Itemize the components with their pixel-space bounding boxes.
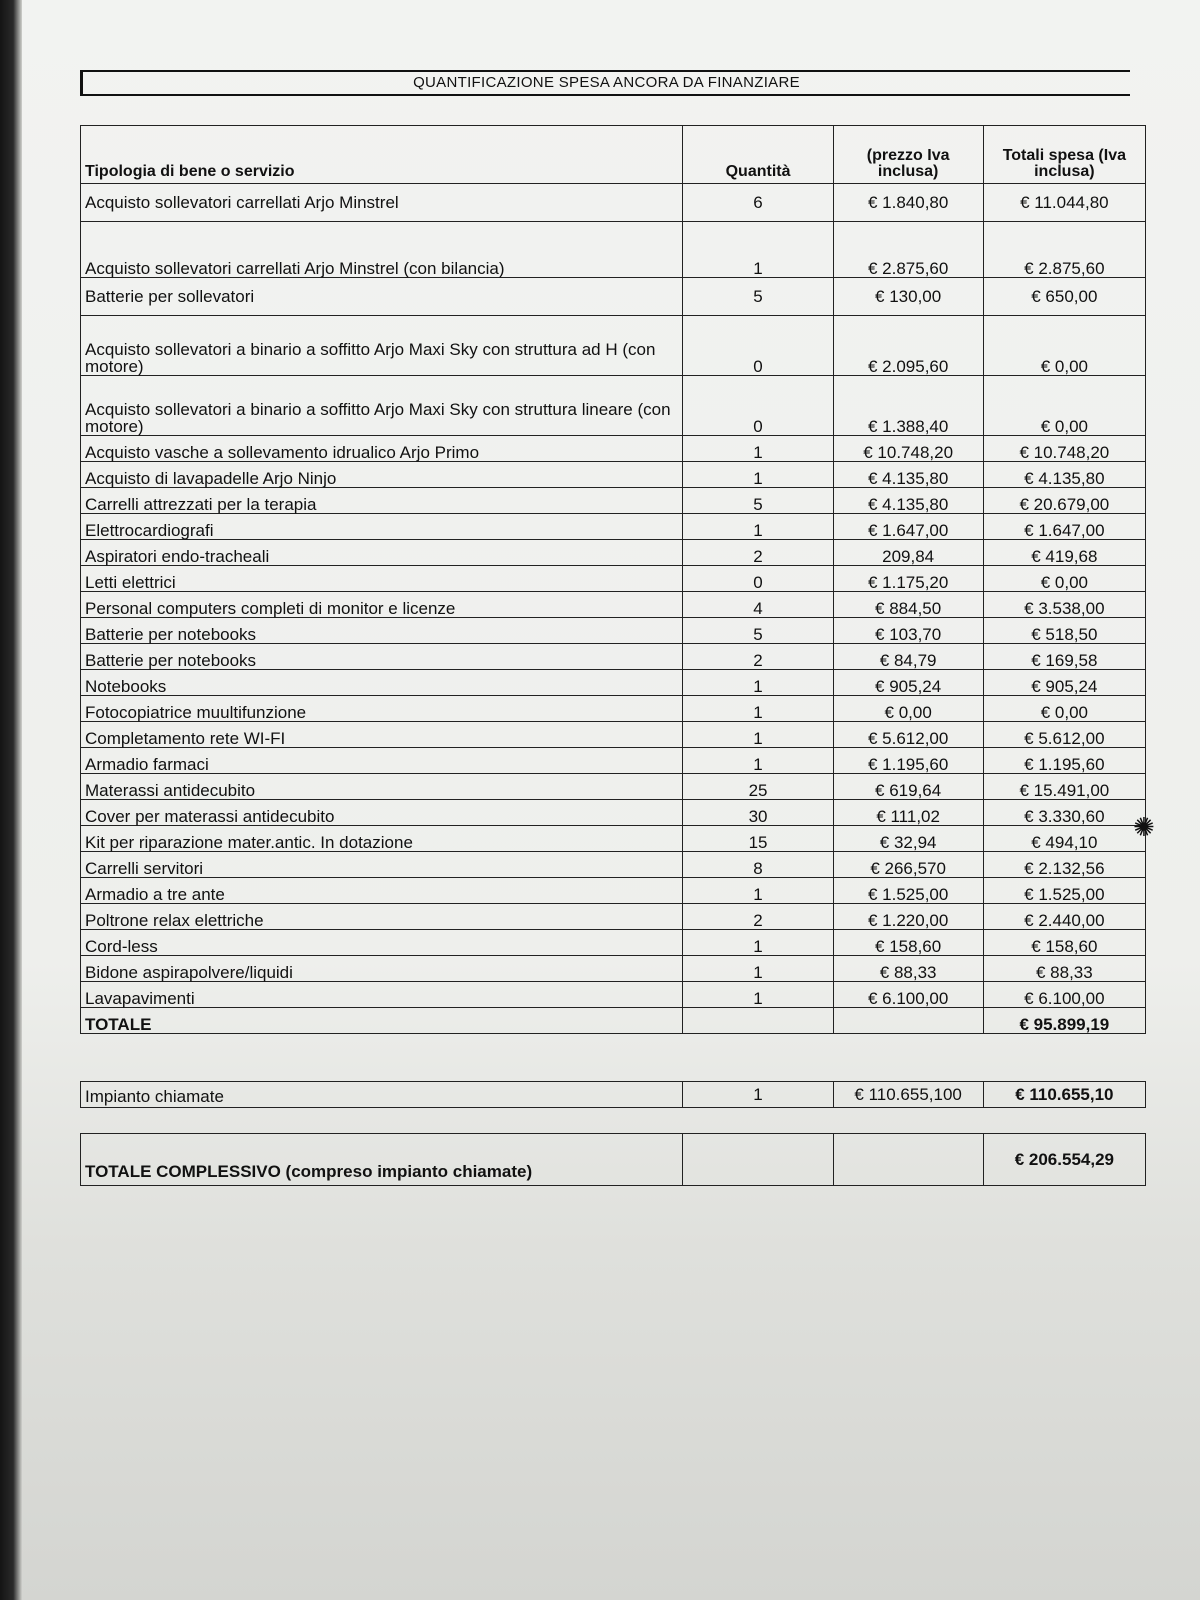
row-description: Batterie per sollevatori xyxy=(81,278,683,316)
table-row xyxy=(81,696,1146,722)
row-unit-price: € 1.525,00 xyxy=(833,878,983,904)
row-quantity: 1 xyxy=(683,722,833,748)
total-qty-empty xyxy=(683,1008,833,1034)
row-unit-price: € 1.175,20 xyxy=(833,566,983,592)
row-quantity: 25 xyxy=(683,774,833,800)
table-row xyxy=(81,462,1146,488)
row-unit-price: € 5.612,00 xyxy=(833,722,983,748)
table-row xyxy=(81,852,1146,878)
row-total: € 3.538,00 xyxy=(983,592,1145,618)
row-unit-price: € 4.135,80 xyxy=(833,462,983,488)
table-row xyxy=(81,592,1146,618)
row-unit-price: € 266,570 xyxy=(833,852,983,878)
total-label: TOTALE xyxy=(81,1008,683,1034)
row-quantity: 2 xyxy=(683,644,833,670)
table-row xyxy=(81,878,1146,904)
row-unit-price: € 1.388,40 xyxy=(833,376,983,436)
row-quantity: 1 xyxy=(683,696,833,722)
row-total: € 419,68 xyxy=(983,540,1145,566)
grand-total-qty-empty xyxy=(683,1134,833,1186)
row-unit-price: € 84,79 xyxy=(833,644,983,670)
row-quantity: 1 xyxy=(683,748,833,774)
row-unit-price: € 1.195,60 xyxy=(833,748,983,774)
row-quantity: 0 xyxy=(683,566,833,592)
table-row xyxy=(81,774,1146,800)
row-total: € 15.491,00 xyxy=(983,774,1145,800)
row-total: € 0,00 xyxy=(983,316,1145,376)
header-total: Totali spesa (Iva inclusa) xyxy=(983,126,1145,184)
row-total: € 4.135,80 xyxy=(983,462,1145,488)
row-unit-price: € 2.095,60 xyxy=(833,316,983,376)
table-row xyxy=(81,982,1146,1008)
row-unit-price: € 0,00 xyxy=(833,696,983,722)
row-quantity: 5 xyxy=(683,278,833,316)
row-unit-price: € 884,50 xyxy=(833,592,983,618)
row-quantity: 5 xyxy=(683,488,833,514)
table-row xyxy=(81,376,1146,436)
total-value: € 95.899,19 xyxy=(983,1008,1145,1034)
row-description: Carrelli attrezzati per la terapia xyxy=(81,488,683,514)
row-description: Batterie per notebooks xyxy=(81,618,683,644)
row-total: € 2.440,00 xyxy=(983,904,1145,930)
total-row xyxy=(81,1008,1146,1034)
table-row xyxy=(81,956,1146,982)
row-description: Carrelli servitori xyxy=(81,852,683,878)
row-quantity: 6 xyxy=(683,184,833,222)
ink-blot-mark: ✺ xyxy=(1133,812,1155,842)
table-row xyxy=(81,488,1146,514)
grand-total-value: € 206.554,29 xyxy=(983,1134,1145,1186)
table-row xyxy=(81,514,1146,540)
row-total: € 158,60 xyxy=(983,930,1145,956)
table-body xyxy=(81,184,1146,1008)
header-description: Tipologia di bene o servizio xyxy=(81,126,683,184)
row-quantity: 1 xyxy=(683,956,833,982)
cost-table xyxy=(80,125,1146,1034)
row-quantity: 0 xyxy=(683,316,833,376)
row-total: € 1.647,00 xyxy=(983,514,1145,540)
call-system-price: € 110.655,100 xyxy=(833,1082,983,1108)
row-description: Aspiratori endo-tracheali xyxy=(81,540,683,566)
row-description: Personal computers completi di monitor e licenze xyxy=(81,592,683,618)
row-unit-price: 209,84 xyxy=(833,540,983,566)
row-quantity: 1 xyxy=(683,436,833,462)
row-unit-price: € 103,70 xyxy=(833,618,983,644)
row-unit-price: € 130,00 xyxy=(833,278,983,316)
grand-total-row xyxy=(81,1134,1146,1186)
row-unit-price: € 32,94 xyxy=(833,826,983,852)
total-price-empty xyxy=(833,1008,983,1034)
table-row xyxy=(81,278,1146,316)
row-total: € 905,24 xyxy=(983,670,1145,696)
row-total: € 10.748,20 xyxy=(983,436,1145,462)
row-description: Fotocopiatrice muultifunzione xyxy=(81,696,683,722)
row-quantity: 1 xyxy=(683,930,833,956)
row-description: Completamento rete WI-FI xyxy=(81,722,683,748)
call-system-row xyxy=(81,1082,1146,1108)
row-total: € 5.612,00 xyxy=(983,722,1145,748)
row-total: € 20.679,00 xyxy=(983,488,1145,514)
call-system-qty: 1 xyxy=(683,1082,833,1108)
row-quantity: 1 xyxy=(683,670,833,696)
photo-left-edge xyxy=(0,0,22,1600)
row-description: Acquisto sollevatori a binario a soffitto Arjo Maxi Sky con struttura lineare (con motore) xyxy=(81,376,683,436)
row-quantity: 1 xyxy=(683,878,833,904)
row-quantity: 5 xyxy=(683,618,833,644)
row-unit-price: € 6.100,00 xyxy=(833,982,983,1008)
row-description: Letti elettrici xyxy=(81,566,683,592)
grand-total-price-empty xyxy=(833,1134,983,1186)
row-description: Acquisto di lavapadelle Arjo Ninjo xyxy=(81,462,683,488)
row-quantity: 2 xyxy=(683,904,833,930)
row-total: € 1.525,00 xyxy=(983,878,1145,904)
row-description: Cord-less xyxy=(81,930,683,956)
header-unit-price: (prezzo Iva inclusa) xyxy=(833,126,983,184)
table-row xyxy=(81,184,1146,222)
row-total: € 0,00 xyxy=(983,376,1145,436)
row-total: € 0,00 xyxy=(983,566,1145,592)
row-total: € 0,00 xyxy=(983,696,1145,722)
row-quantity: 15 xyxy=(683,826,833,852)
row-quantity: 1 xyxy=(683,982,833,1008)
table-row xyxy=(81,748,1146,774)
call-system-total: € 110.655,10 xyxy=(983,1082,1145,1108)
table-row xyxy=(81,644,1146,670)
table-row xyxy=(81,800,1146,826)
row-quantity: 4 xyxy=(683,592,833,618)
grand-total-table xyxy=(80,1133,1146,1186)
table-row xyxy=(81,670,1146,696)
row-unit-price: € 158,60 xyxy=(833,930,983,956)
row-total: € 1.195,60 xyxy=(983,748,1145,774)
row-total: € 11.044,80 xyxy=(983,184,1145,222)
row-total: € 494,10 xyxy=(983,826,1145,852)
row-description: Elettrocardiografi xyxy=(81,514,683,540)
row-quantity: 1 xyxy=(683,222,833,278)
row-quantity: 30 xyxy=(683,800,833,826)
document-title: QUANTIFICAZIONE SPESA ANCORA DA FINANZIARE xyxy=(413,74,800,91)
row-total: € 650,00 xyxy=(983,278,1145,316)
table-row xyxy=(81,904,1146,930)
grand-total-label: TOTALE COMPLESSIVO (compreso impianto chiamate) xyxy=(81,1134,683,1186)
header-quantity: Quantità xyxy=(683,126,833,184)
row-unit-price: € 111,02 xyxy=(833,800,983,826)
row-description: Cover per materassi antidecubito xyxy=(81,800,683,826)
row-total: € 6.100,00 xyxy=(983,982,1145,1008)
row-unit-price: € 88,33 xyxy=(833,956,983,982)
row-total: € 3.330,60 xyxy=(983,800,1145,826)
row-description: Bidone aspirapolvere/liquidi xyxy=(81,956,683,982)
table-row xyxy=(81,826,1146,852)
row-quantity: 2 xyxy=(683,540,833,566)
table-row xyxy=(81,540,1146,566)
row-description: Acquisto sollevatori carrellati Arjo Minstrel xyxy=(81,184,683,222)
row-description: Poltrone relax elettriche xyxy=(81,904,683,930)
table-row xyxy=(81,222,1146,278)
table-row xyxy=(81,930,1146,956)
row-unit-price: € 2.875,60 xyxy=(833,222,983,278)
row-quantity: 0 xyxy=(683,376,833,436)
row-description: Kit per riparazione mater.antic. In dotazione xyxy=(81,826,683,852)
row-unit-price: € 905,24 xyxy=(833,670,983,696)
row-quantity: 8 xyxy=(683,852,833,878)
document-title-box xyxy=(80,70,1130,96)
row-unit-price: € 10.748,20 xyxy=(833,436,983,462)
table-row xyxy=(81,618,1146,644)
row-quantity: 1 xyxy=(683,462,833,488)
row-unit-price: € 1.840,80 xyxy=(833,184,983,222)
row-description: Batterie per notebooks xyxy=(81,644,683,670)
row-unit-price: € 1.647,00 xyxy=(833,514,983,540)
row-description: Materassi antidecubito xyxy=(81,774,683,800)
table-header-row xyxy=(81,126,1146,184)
call-system-label: Impianto chiamate xyxy=(81,1082,683,1108)
table-row xyxy=(81,436,1146,462)
row-description: Armadio farmaci xyxy=(81,748,683,774)
row-description: Armadio a tre ante xyxy=(81,878,683,904)
row-quantity: 1 xyxy=(683,514,833,540)
row-total: € 88,33 xyxy=(983,956,1145,982)
row-description: Acquisto sollevatori carrellati Arjo Minstrel (con bilancia) xyxy=(81,222,683,278)
table-row xyxy=(81,566,1146,592)
row-unit-price: € 619,64 xyxy=(833,774,983,800)
row-total: € 518,50 xyxy=(983,618,1145,644)
table-row xyxy=(81,316,1146,376)
row-description: Lavapavimenti xyxy=(81,982,683,1008)
call-system-table xyxy=(80,1081,1146,1108)
row-unit-price: € 1.220,00 xyxy=(833,904,983,930)
row-description: Acquisto sollevatori a binario a soffitto Arjo Maxi Sky con struttura ad H (con motore) xyxy=(81,316,683,376)
row-description: Acquisto vasche a sollevamento idrualico Arjo Primo xyxy=(81,436,683,462)
table-row xyxy=(81,722,1146,748)
row-total: € 2.132,56 xyxy=(983,852,1145,878)
row-total: € 2.875,60 xyxy=(983,222,1145,278)
row-description: Notebooks xyxy=(81,670,683,696)
row-total: € 169,58 xyxy=(983,644,1145,670)
row-unit-price: € 4.135,80 xyxy=(833,488,983,514)
